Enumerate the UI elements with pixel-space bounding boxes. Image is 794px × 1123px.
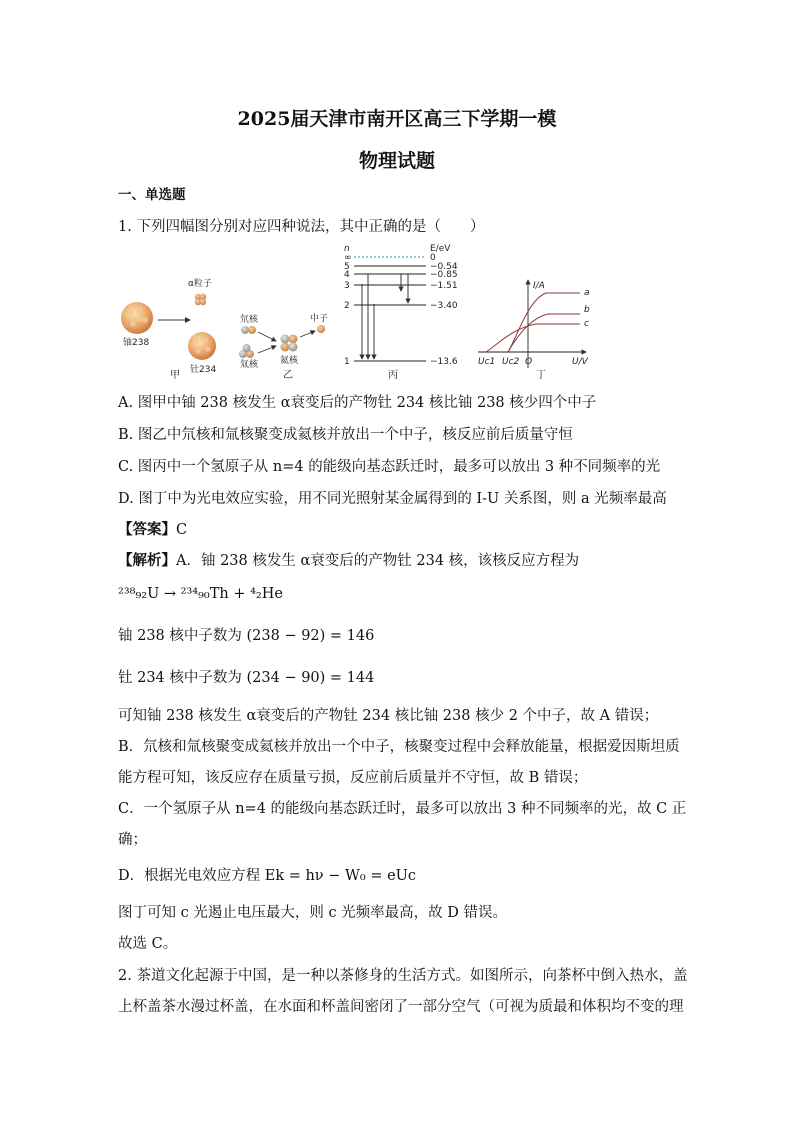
question-1-figure <box>118 240 598 380</box>
u-axis-label: U/V <box>572 357 588 367</box>
analysis-b2: 能方程可知，该反应存在质量亏损，反应前后质量并不守恒，故 B 错误； <box>118 770 588 786</box>
curve-a <box>508 293 580 352</box>
question-2-line-1: 2. 茶道文化起源于中国，是一种以茶修身的生活方式。如图所示，向茶杯中倒入热水，盖 <box>118 968 688 984</box>
answer-value: C <box>176 522 188 538</box>
th234-label: 钍234 <box>190 365 217 375</box>
alpha-particle-label: α粒子 <box>188 279 212 289</box>
level-n-label: 5 <box>344 262 350 272</box>
level-energy-label: −0.54 <box>430 262 458 272</box>
alpha-particle <box>195 294 206 305</box>
analysis-d1: D．根据光电效应方程 Ek = hν − W₀ = eUc <box>118 868 416 884</box>
answer-tag: 【答案】 <box>118 521 176 538</box>
analysis-tag: 【解析】 <box>118 552 176 569</box>
diagram-bing <box>344 244 458 380</box>
level-energy-label: 0 <box>430 253 436 263</box>
diagram-jia <box>121 277 216 380</box>
level-energy-label: −1.51 <box>430 281 458 291</box>
question-1-stem: 1. 下列四幅图分别对应四种说法，其中正确的是（ ） <box>118 219 485 235</box>
fusion-arrow-1 <box>258 332 276 341</box>
analysis-a4: 可知铀 238 核发生 α衰变后的产物钍 234 核比铀 238 核少 2 个中子，故 A 错误； <box>118 708 659 724</box>
n-axis-label: n <box>344 244 350 254</box>
option-d: D. 图丁中为光电效应实验，用不同光照射某金属得到的 I-U 关系图，则 a 光频率最高 <box>118 491 667 507</box>
analysis-d2: 图丁可知 c 光遏止电压最大，则 c 光频率最高，故 D 错误。 <box>118 905 508 921</box>
nuclear-equation: ²³⁸₉₂U → ²³⁴₉₀Th + ⁴₂He <box>118 586 283 602</box>
analysis-b1: B．氘核和氚核聚变成氦核并放出一个中子，核聚变过程中会释放能量，根据爱因斯坦质 <box>118 739 680 755</box>
neutron <box>317 325 325 333</box>
level-energy-label: −3.40 <box>430 301 458 311</box>
i-axis-label: I/A <box>533 281 545 291</box>
diagram-ding <box>478 280 590 380</box>
analysis-a2: 铀 238 核中子数为 (238 − 92) = 146 <box>118 628 375 644</box>
analysis-a1: A．铀 238 核发生 α衰变后的产物钍 234 核，该核反应方程为 <box>176 553 580 569</box>
level-n-label: 3 <box>344 281 350 291</box>
deuteron-label: 氘核 <box>240 315 259 325</box>
curve-c-label: c <box>584 319 589 329</box>
neutron-label: 中子 <box>310 314 329 324</box>
uc2-label: Uc2 <box>502 357 520 367</box>
level-energy-label: −13.6 <box>430 357 458 367</box>
u238-label: 铀238 <box>123 338 150 348</box>
section-heading: 一、单选题 <box>118 187 186 203</box>
energy-levels <box>344 253 458 367</box>
analysis-conclusion: 故选 C。 <box>118 936 178 952</box>
answer-line <box>118 520 678 540</box>
paper-subtitle: 物理试题 <box>358 150 435 172</box>
helium-label: 氦核 <box>280 356 299 366</box>
analysis-c2: 确； <box>118 832 147 848</box>
question-2-line-2: 上杯盖茶水漫过杯盖，在水面和杯盖间密闭了一部分空气（可视为质最和体积均不变的理 <box>118 999 684 1015</box>
neutron-arrow <box>300 331 315 337</box>
triton-label: 氚核 <box>240 360 259 370</box>
analysis-c1: C．一个氢原子从 n=4 的能级向基态跃迁时，最多可以放出 3 种不同频率的光，故 C 正 <box>118 801 687 817</box>
analysis-a3: 钍 234 核中子数为 (234 − 90) = 144 <box>118 670 375 686</box>
thorium-nucleus <box>188 332 216 360</box>
e-axis-label: E/eV <box>430 244 451 254</box>
option-c: C. 图丙中一个氢原子从 n=4 的能级向基态跃迁时，最多可以放出 3 种不同频率的光 <box>118 459 661 475</box>
level-n-label: 2 <box>344 301 350 311</box>
level-n-label: ∞ <box>344 253 352 263</box>
uc1-label: Uc1 <box>478 357 496 367</box>
curve-b <box>508 314 580 352</box>
level-n-label: 1 <box>344 357 350 367</box>
paper-title: 2025届天津市南开区高三下学期一模 <box>237 108 557 130</box>
caption-jia: 甲 <box>170 370 180 380</box>
curve-b-label: b <box>584 305 590 315</box>
diagram-yi <box>239 312 328 380</box>
level-energy-label: −0.85 <box>430 270 458 280</box>
caption-bing: 丙 <box>388 370 398 380</box>
helium-nucleus <box>281 335 298 352</box>
caption-yi: 乙 <box>283 370 293 380</box>
curve-c <box>486 324 580 352</box>
option-a: A. 图甲中铀 238 核发生 α衰变后的产物钍 234 核比铀 238 核少四个中子 <box>118 395 597 411</box>
analysis-line-a1 <box>118 551 678 571</box>
fusion-arrow-2 <box>258 346 276 353</box>
deuteron <box>241 326 249 334</box>
curve-a-label: a <box>584 288 590 298</box>
level-n-label: 4 <box>344 270 350 280</box>
origin-label: O <box>525 357 533 367</box>
option-b: B. 图乙中氘核和氚核聚变成氦核并放出一个中子，核反应前后质量守恒 <box>118 427 573 443</box>
caption-ding: 丁 <box>536 370 546 380</box>
